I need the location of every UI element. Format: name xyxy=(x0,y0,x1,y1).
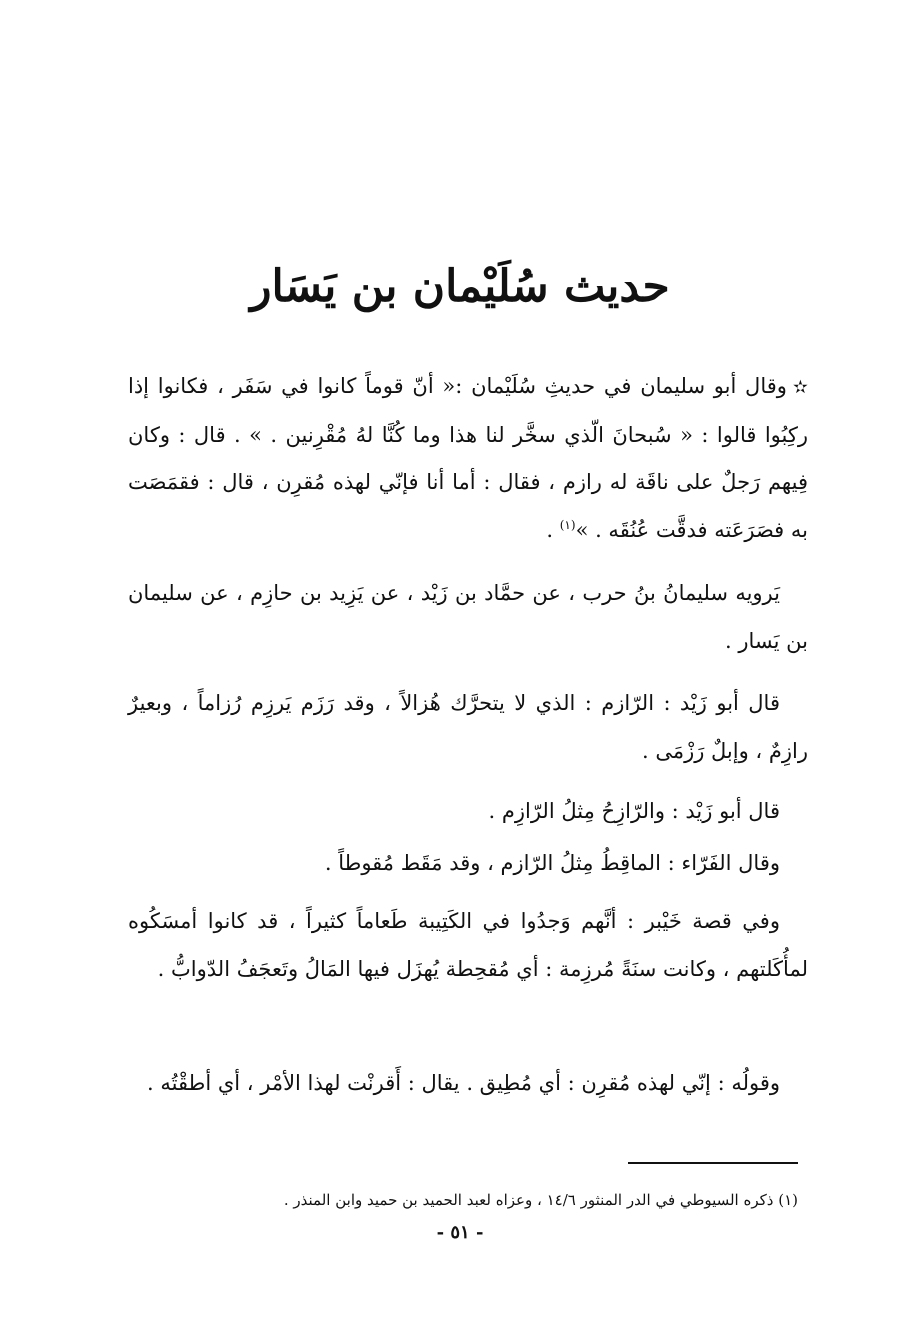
paragraph-1 xyxy=(128,363,808,554)
paragraph-1-text: وقال أبو سليمان في حديثِ سُلَيْمان :« أنّ قوماً كانوا في سَفَر ، فكانوا إذا ركِبُوا قالوا : « سُبحانَ الّذي سخَّر لنا هذا وما كُنَّا لهُ مُقْرِنين . » . قال : وكان فِيهم رَجلٌ على ناقَة له رازم ، فقال : أما أنا فإنّي لهذه مُقرِن ، قال : فقمَصَت به فصَرَعَته فدقَّت عُنُقَه . » xyxy=(128,374,808,542)
paragraph-2: يَرويه سليمانُ بنُ حرب ، عن حمَّاد بن زَيْد ، عن يَزِيد بن حازِم ، عن سليمان بن يَسار . xyxy=(128,581,808,653)
paragraph-1-end: . xyxy=(546,517,560,542)
paragraph-3: قال أبو زَيْد : الرّازم : الذي لا يتحرَّك هُزالاً ، وقد رَزَم يَرزِم رُزاماً ، وبعيرٌ رازِمٌ ، وإبلٌ رَزْمَى . xyxy=(128,691,808,763)
page-title: حديث سُلَيْمان بن يَسَار xyxy=(250,261,670,313)
star-icon: ✫ xyxy=(792,377,808,398)
paragraph-6: وفي قصة خَيْبر : أنَّهم وَجدُوا في الكَتِيبة طَعاماً كثيراً ، قد كانوا أمسَكُوه لمأُكَلتهم ، وكانت سنَةً مُرزِمة : أي مُقحِطة يُهزَل فيها المَالُ وتَعجَفُ الدّوابُّ . xyxy=(128,909,808,981)
footnote-marker: (١) xyxy=(559,517,576,532)
paragraph-4: قال أبو زَيْد : والرّازِحُ مِثلُ الرّازِم . xyxy=(488,799,780,823)
paragraph-5: وقال الفَرّاء : الماقِطُ مِثلُ الرّازم ، وقد مَقَط مُقوطاً . xyxy=(324,851,780,875)
paragraph-7: وقولُه : إنّي لهذه مُقرِن : أي مُطِيق . يقال : أَقرنْت لهذا الأمْر ، أي أطقْتُه . xyxy=(147,1071,780,1095)
page-number: - ٥١ - xyxy=(436,1222,484,1243)
footnote: (١) ذكره السيوطي في الدر المنثور ١٤/٦ ، وعزاه لعبد الحميد بن حميد وابن المنذر . xyxy=(283,1191,798,1209)
footnote-divider xyxy=(628,1162,798,1164)
